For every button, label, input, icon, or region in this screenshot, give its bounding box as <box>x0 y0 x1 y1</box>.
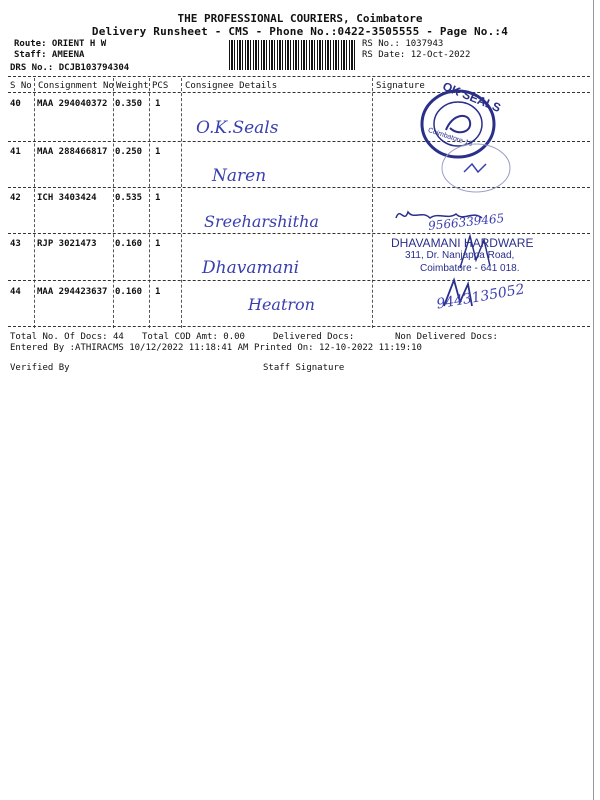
row-pcs: 1 <box>155 239 161 249</box>
handwritten-phone: 9443135052 <box>435 281 526 313</box>
row-weight: 0.250 <box>115 147 143 157</box>
total-docs: Total No. Of Docs: 44 <box>10 332 124 342</box>
row-consignment: MAA 294040372 <box>37 99 108 109</box>
row-consignment: RJP 3021473 <box>37 239 97 249</box>
row-consignee: O.K.Seals <box>196 118 279 138</box>
row-pcs: 1 <box>155 147 161 157</box>
non-delivered-docs: Non Delivered Docs: <box>395 332 498 342</box>
col-signature: Signature <box>376 81 425 91</box>
row-weight: 0.350 <box>115 99 143 109</box>
row-sno: 42 <box>10 193 21 203</box>
entered-by: Entered By :ATHIRACMS 10/12/2022 11:18:41 AM <box>10 343 249 353</box>
row-consignment: MAA 294423637 <box>37 287 108 297</box>
rs-date: RS Date: 12-Oct-2022 <box>362 50 471 60</box>
faint-stamp <box>438 142 516 194</box>
row-sno: 43 <box>10 239 21 249</box>
rs-number: RS No.: 1037943 <box>362 39 444 49</box>
table-bottom-rule <box>8 326 590 327</box>
barcode <box>229 40 355 70</box>
col-pcs: PCS <box>152 81 169 91</box>
row-sno: 40 <box>10 99 21 109</box>
col-consignment: Consignment No <box>38 81 114 91</box>
col-details: Consignee Details <box>185 81 278 91</box>
col-sno: S No <box>10 81 32 91</box>
verified-by: Verified By <box>10 363 70 373</box>
col-divider <box>34 78 35 328</box>
col-divider <box>372 78 373 328</box>
header-top-rule <box>8 76 590 77</box>
col-divider <box>113 78 114 328</box>
ok-seals-stamp-bottom: Coimbatore-18 <box>427 127 474 148</box>
staff-label: Staff: AMEENA <box>14 50 85 60</box>
row-weight: 0.160 <box>115 239 143 249</box>
header-bottom-rule <box>8 92 590 93</box>
document-title: THE PROFESSIONAL COURIERS, Coimbatore <box>177 12 423 25</box>
col-weight: Weight <box>116 81 149 91</box>
row-rule <box>8 233 590 234</box>
handwritten-phone: 9566339465 <box>427 211 505 233</box>
drs-number: DRS No.: DCJB103794304 <box>10 63 130 73</box>
row-consignee: Naren <box>212 166 267 186</box>
dhavamani-stamp-city: Coimbatore - 641 018. <box>420 263 520 274</box>
row-consignee: Heatron <box>248 295 315 314</box>
row-rule <box>8 280 590 281</box>
row-consignee: Dhavamani <box>202 258 300 278</box>
staff-signature: Staff Signature <box>263 363 345 373</box>
row-sno: 41 <box>10 147 21 157</box>
row-consignee: Sreeharshitha <box>204 212 319 231</box>
row-consignment: MAA 288466817 <box>37 147 108 157</box>
total-cod: Total COD Amt: 0.00 <box>142 332 245 342</box>
col-divider <box>149 78 150 328</box>
row-pcs: 1 <box>155 99 161 109</box>
ok-seals-stamp-top: OK SEALS <box>440 79 503 115</box>
handwritten-signature <box>450 228 500 278</box>
page-edge <box>593 0 600 800</box>
col-divider <box>181 78 182 328</box>
document-subtitle: Delivery Runsheet - CMS - Phone No.:0422-3505555 - Page No.:4 <box>91 25 509 38</box>
row-consignment: ICH 3403424 <box>37 193 97 203</box>
printed-on: Printed On: 12-10-2022 11:19:10 <box>254 343 422 353</box>
dhavamani-stamp-name: DHAVAMANI HARDWARE <box>391 236 534 250</box>
route-label: Route: ORIENT H W <box>14 39 107 49</box>
row-weight: 0.160 <box>115 287 143 297</box>
delivered-docs: Delivered Docs: <box>273 332 355 342</box>
row-pcs: 1 <box>155 193 161 203</box>
row-pcs: 1 <box>155 287 161 297</box>
row-weight: 0.535 <box>115 193 143 203</box>
row-sno: 44 <box>10 287 21 297</box>
dhavamani-stamp-address: 311, Dr. Nanjappa Road, <box>405 250 515 261</box>
